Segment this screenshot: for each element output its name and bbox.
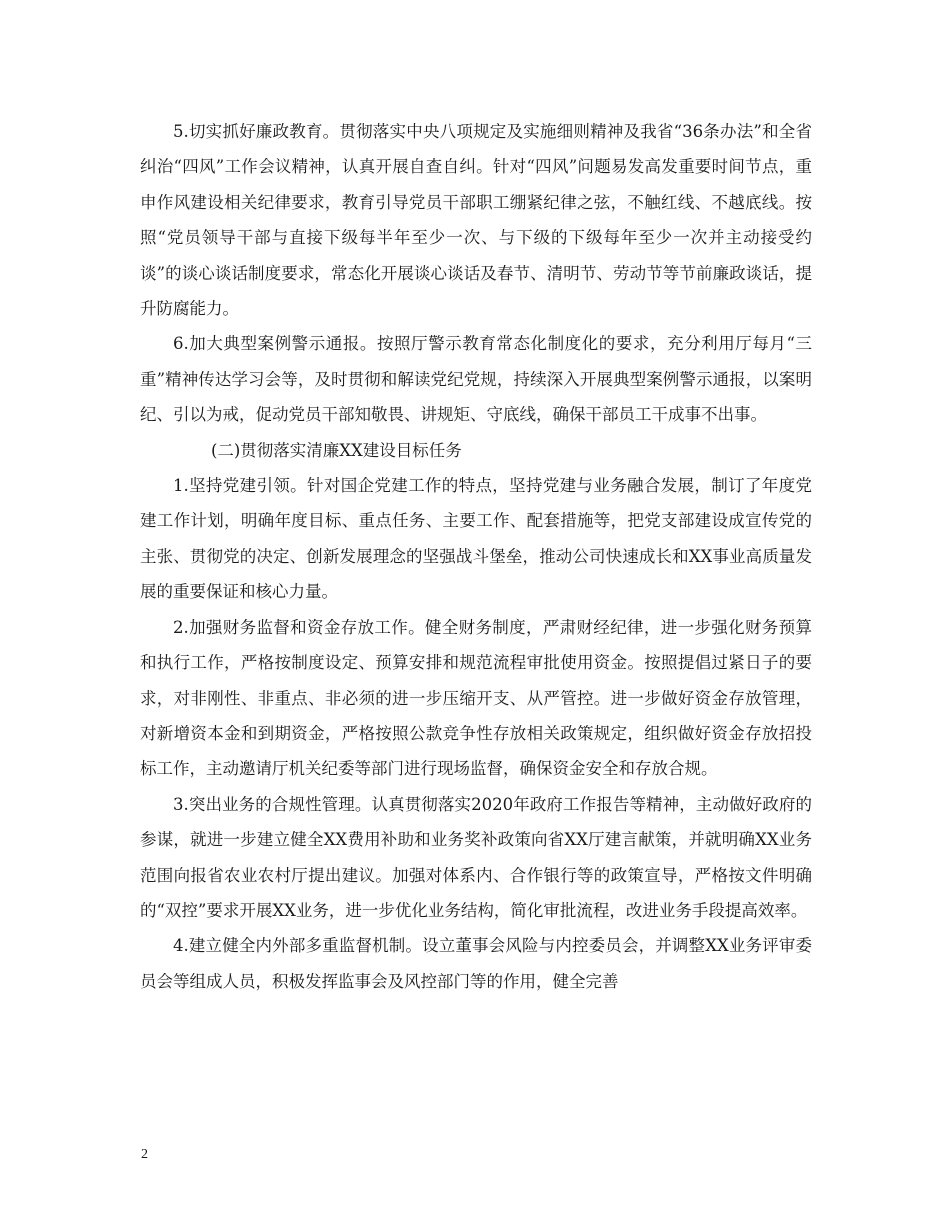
section-heading: (二)贯彻落实清廉XX建设目标任务 (210, 440, 462, 460)
paragraph-party-building: 1.坚持党建引领。针对国企党建工作的特点，坚持党建与业务融合发展，制订了年度党建工作计划，明确年度目标、重点任务、主要工作、配套措施等，把党支部建设成宣传党的主张、贯彻党的决定、创新发展理念的坚强战斗堡垒，推动公司快速成长和XX事业高质量发展的重要保证和核心力量。 (140, 476, 812, 602)
page-number: 2 (141, 1147, 148, 1162)
paragraph-supervision-mechanism: 4.建立健全内外部多重监督机制。设立董事会风险与内控委员会，并调整XX业务评审委员会等组成人员，积极发挥监事会及风控部门等的作用，健全完善 (140, 936, 812, 991)
document-body (140, 114, 812, 999)
paragraph-compliance-management: 3.突出业务的合规性管理。认真贯彻落实2020年政府工作报告等精神，主动做好政府的参谋，就进一步建立健全XX费用补助和业务奖补政策向省XX厅建言献策，并就明确XX业务范围向报省农业农村厅提出建议。加强对体系内、合作银行等的政策宣导，严格按文件明确的“双控”要求开展XX业务，进一步优化业务结构，简化审批流程，改进业务手段提高效率。 (140, 794, 812, 920)
paragraph-integrity-education: 5.切实抓好廉政教育。贯彻落实中央八项规定及实施细则精神及我省“36条办法”和全省纠治“四风”工作会议精神，认真开展自查自纠。针对“四风”问题易发高发重要时间节点，重申作风建设相关纪律要求，教育引导党员干部职工绷紧纪律之弦，不触红线、不越底线。按照“党员领导干部与直接下级每半年至少一次、与下级的下级每年至少一次并主动接受约谈”的谈心谈话制度要求，常态化开展谈心谈话及春节、清明节、劳动节等节前廉政谈话，提升防腐能力。 (140, 122, 812, 319)
paragraph-case-warning: 6.加大典型案例警示通报。按照厅警示教育常态化制度化的要求，充分利用厅每月“三重”精神传达学习会等，及时贯彻和解读党纪党规，持续深入开展典型案例警示通报，以案明纪、引以为戒，促动党员干部知敬畏、讲规矩、守底线，确保干部员工干成事不出事。 (140, 334, 812, 425)
paragraph-financial-supervision: 2.加强财务监督和资金存放工作。健全财务制度，严肃财经纪律，进一步强化财务预算和执行工作，严格按制度设定、预算安排和规范流程审批使用资金。按照提倡过紧日子的要求，对非刚性、非重点、非必须的进一步压缩开支、从严管控。进一步做好资金存放管理，对新增资本金和到期资金，严格按照公款竞争性存放相关政策规定，组织做好资金存放招投标工作，主动邀请厅机关纪委等部门进行现场监督，确保资金安全和存放合规。 (140, 617, 812, 779)
